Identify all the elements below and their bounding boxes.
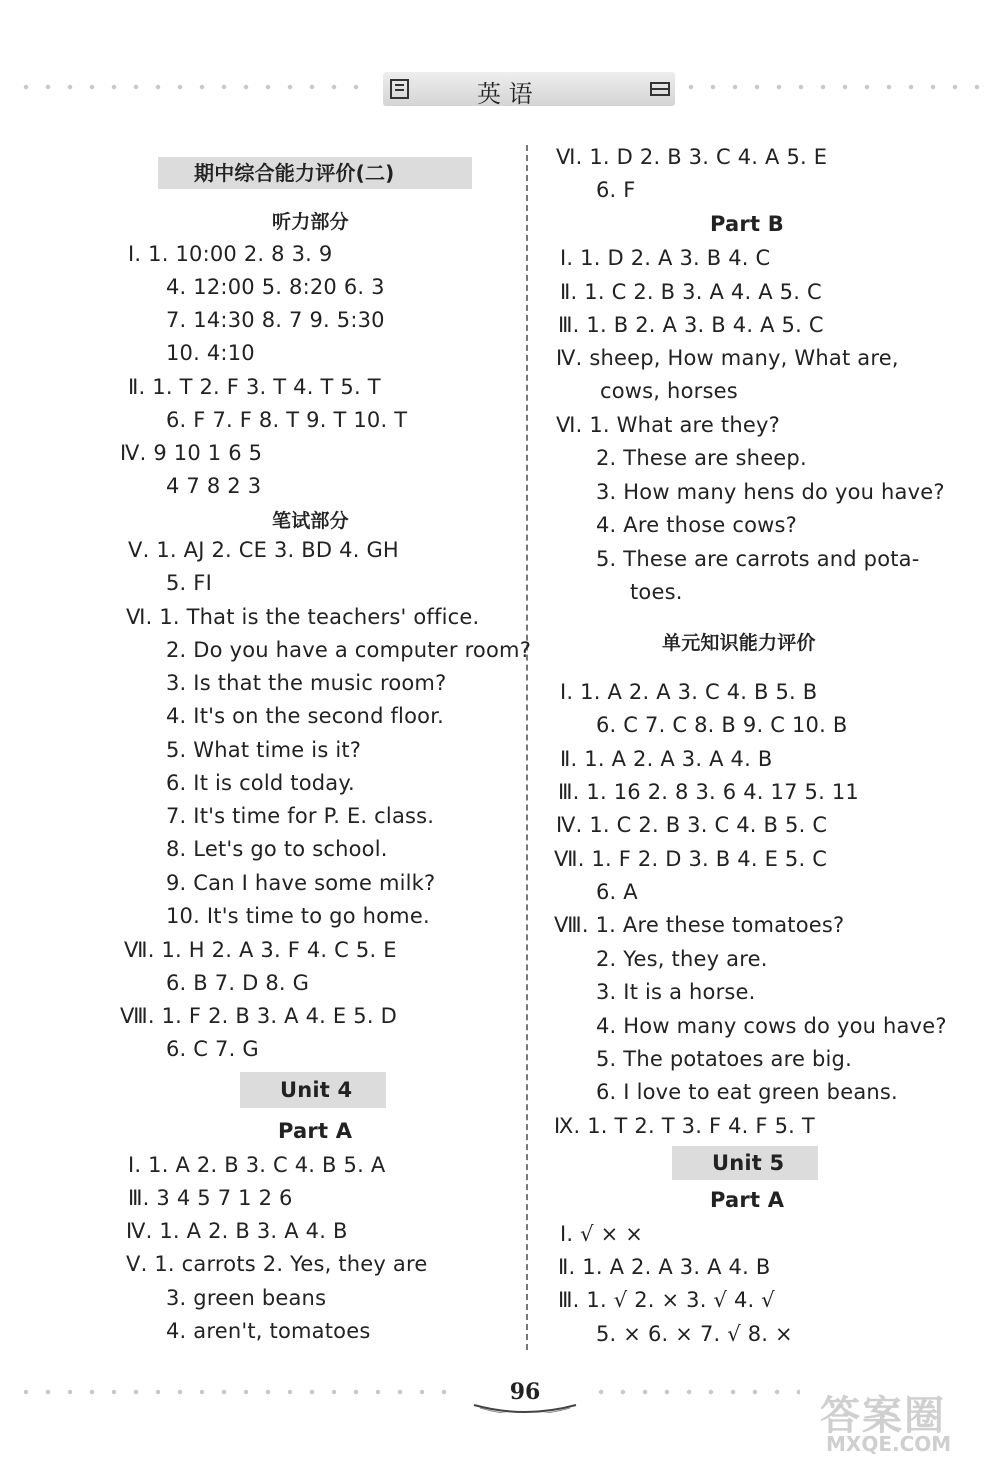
subject-header xyxy=(383,72,675,106)
answer-line: Ⅰ. 1. A 2. B 3. C 4. B 5. A xyxy=(128,1153,386,1177)
footer-dots-right xyxy=(590,1388,800,1396)
answer-line: 6. F 7. F 8. T 9. T 10. T xyxy=(166,408,408,432)
answer-line: 5. These are carrots and pota- xyxy=(596,547,920,571)
answer-line: 6. I love to eat green beans. xyxy=(596,1080,898,1104)
part-b-heading: Part B xyxy=(710,212,784,236)
answer-line: 5. The potatoes are big. xyxy=(596,1047,852,1071)
answer-line: toes. xyxy=(630,580,683,604)
answer-line: 2. These are sheep. xyxy=(596,446,807,470)
answer-line: Ⅲ. 1. B 2. A 3. B 4. A 5. C xyxy=(558,313,824,337)
unit5-heading: Unit 5 xyxy=(712,1151,785,1175)
watermark-url: MXQE.COM xyxy=(826,1432,952,1456)
exam-title: 期中综合能力评价(二) xyxy=(194,161,395,185)
section-written: 笔试部分 xyxy=(272,510,349,532)
answer-line: Ⅱ. 1. A 2. A 3. A 4. B xyxy=(558,1255,771,1279)
answer-line: 6. B 7. D 8. G xyxy=(166,971,310,995)
answer-line: 7. It's time for P. E. class. xyxy=(166,804,435,828)
answer-line: Ⅱ. 1. A 2. A 3. A 4. B xyxy=(560,747,773,771)
header-dots-right xyxy=(680,83,985,91)
answer-line: 10. It's time to go home. xyxy=(166,904,430,928)
answer-line: Ⅶ. 1. H 2. A 3. F 4. C 5. E xyxy=(124,938,397,962)
answer-line: Ⅸ. 1. T 2. T 3. F 4. F 5. T xyxy=(554,1114,815,1138)
answer-line: 6. It is cold today. xyxy=(166,771,355,795)
watermark-brand: 答案圈 xyxy=(820,1393,946,1439)
answer-line: 10. 4:10 xyxy=(166,341,255,365)
answer-line: cows, horses xyxy=(600,379,738,403)
answer-line: 4. aren't, tomatoes xyxy=(166,1319,371,1343)
answer-line: Ⅷ. 1. F 2. B 3. A 4. E 5. D xyxy=(120,1004,397,1028)
answer-line: 4. Are those cows? xyxy=(596,513,798,537)
part-a-heading: Part A xyxy=(278,1119,353,1143)
page-number: 96 xyxy=(509,1379,541,1405)
answer-line: Ⅲ. 1. 16 2. 8 3. 6 4. 17 5. 11 xyxy=(558,780,859,804)
answer-line: 5. × 6. × 7. √ 8. × xyxy=(596,1322,793,1346)
answer-line: 4 7 8 2 3 xyxy=(166,474,262,498)
answer-line: 4. 12:00 5. 8:20 6. 3 xyxy=(166,275,385,299)
subject-title: 英 语 xyxy=(477,80,533,108)
answer-line: Ⅲ. 3 4 5 7 1 2 6 xyxy=(128,1186,293,1210)
answer-line: Ⅰ. 1. 10:00 2. 8 3. 9 xyxy=(128,242,333,266)
answer-line: 3. Is that the music room? xyxy=(166,671,447,695)
answer-line: Ⅳ. 9 10 1 6 5 xyxy=(120,441,263,465)
answer-line: Ⅰ. 1. A 2. A 3. C 4. B 5. B xyxy=(560,680,818,704)
answer-line: Ⅳ. 1. A 2. B 3. A 4. B xyxy=(126,1219,348,1243)
answer-line: Ⅰ. √ × × xyxy=(560,1222,644,1246)
answer-line: Ⅶ. 1. F 2. D 3. B 4. E 5. C xyxy=(554,847,828,871)
answer-line: Ⅳ. 1. C 2. B 3. C 4. B 5. C xyxy=(556,813,828,837)
answer-line: Ⅴ. 1. AJ 2. CE 3. BD 4. GH xyxy=(128,538,399,562)
part-a-heading: Part A xyxy=(710,1188,785,1212)
section-unit-eval: 单元知识能力评价 xyxy=(662,632,816,654)
watermark xyxy=(812,1384,992,1464)
answer-line: 2. Yes, they are. xyxy=(596,947,768,971)
answer-line: Ⅲ. 1. √ 2. × 3. √ 4. √ xyxy=(558,1288,775,1312)
answer-line: 6. F xyxy=(596,178,636,202)
answer-line: Ⅴ. 1. carrots 2. Yes, they are xyxy=(126,1252,428,1276)
answer-line: 2. Do you have a computer room? xyxy=(166,638,532,662)
answer-line: Ⅵ. 1. That is the teachers' office. xyxy=(126,605,480,629)
answer-line: 4. It's on the second floor. xyxy=(166,704,444,728)
book-icon xyxy=(389,77,411,101)
answer-line: 9. Can I have some milk? xyxy=(166,871,436,895)
answer-line: Ⅰ. 1. D 2. A 3. B 4. C xyxy=(560,246,771,270)
answer-line: Ⅵ. 1. D 2. B 3. C 4. A 5. E xyxy=(556,145,828,169)
answer-line: Ⅱ. 1. T 2. F 3. T 4. T 5. T xyxy=(128,375,381,399)
answer-line: 6. A xyxy=(596,880,638,904)
answer-line: Ⅱ. 1. C 2. B 3. A 4. A 5. C xyxy=(560,280,822,304)
answer-line: 6. C 7. G xyxy=(166,1037,259,1061)
answer-line: 7. 14:30 8. 7 9. 5:30 xyxy=(166,308,385,332)
page-number-badge xyxy=(470,1375,580,1413)
section-listening: 听力部分 xyxy=(272,211,349,233)
answer-line: 8. Let's go to school. xyxy=(166,837,388,861)
answer-line: 3. How many hens do you have? xyxy=(596,480,945,504)
column-divider xyxy=(526,145,528,1350)
answer-line: Ⅳ. sheep, How many, What are, xyxy=(556,346,899,370)
header-dots-left xyxy=(15,83,360,91)
unit4-heading: Unit 4 xyxy=(280,1078,353,1102)
answer-line: 3. green beans xyxy=(166,1286,327,1310)
answer-line: Ⅵ. 1. What are they? xyxy=(556,413,780,437)
answer-line: 4. How many cows do you have? xyxy=(596,1014,947,1038)
answer-line: Ⅷ. 1. Are these tomatoes? xyxy=(554,913,845,937)
footer-dots-left xyxy=(15,1388,460,1396)
answer-line: 5. What time is it? xyxy=(166,738,362,762)
answer-line: 3. It is a horse. xyxy=(596,980,756,1004)
answer-line: 6. C 7. C 8. B 9. C 10. B xyxy=(596,713,848,737)
pen-icon xyxy=(649,77,671,101)
answer-line: 5. FI xyxy=(166,571,212,595)
